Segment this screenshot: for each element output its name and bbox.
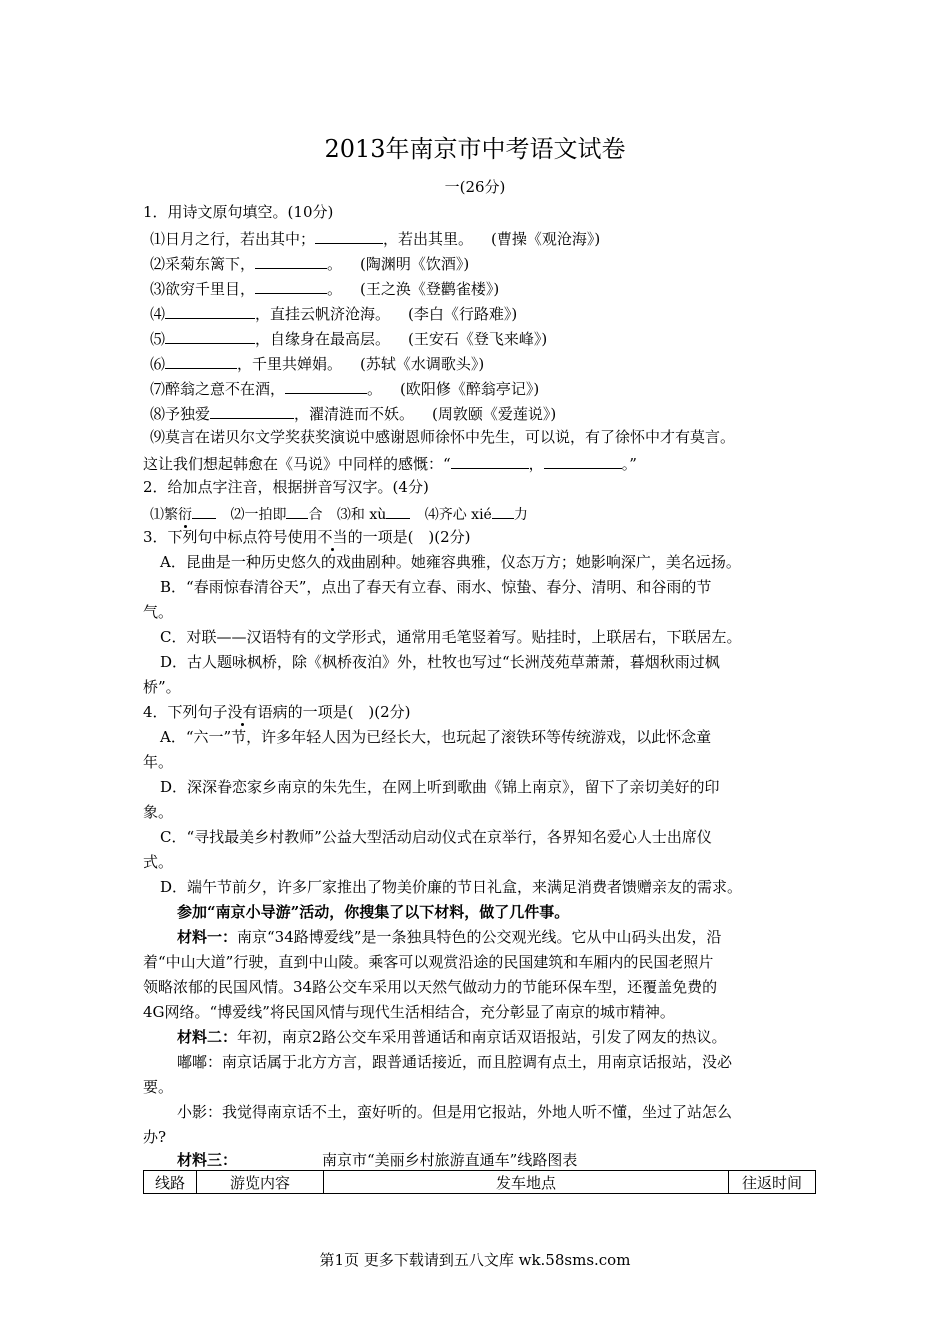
- q1-item-1: ⑴日月之行，若出其中； ，若出其里。 (曹操《观沧海》): [150, 227, 600, 249]
- q3-title: 3．下列句中标点符号使用不当的一项是( )(2分): [143, 528, 471, 546]
- dudu-comment-line2: 要。: [143, 1078, 174, 1096]
- q3-option-d-line2: 桥”。: [143, 678, 181, 696]
- q1-item-5: ⑸ ，自缘身在最高层。 (王安石《登飞来峰》): [150, 327, 547, 349]
- q1-item-3: ⑶欲穷千里目， 。 (王之涣《登鹳雀楼》): [150, 277, 499, 299]
- q1-item-4: ⑷ ，直挂云帆济沧海。 (李白《行路难》): [150, 302, 517, 324]
- material-3-caption: 南京市“美丽乡村旅游直通车”线路图表: [322, 1151, 578, 1169]
- page-title: 2013年南京市中考语文试卷: [324, 135, 626, 163]
- q3-option-a: A．昆曲是一种历史悠久的戏曲剧种。她雍容典雅，仪态万方；她影响深广，美名远扬。: [160, 553, 741, 571]
- material-intro: 参加“南京小导游”活动，你搜集了以下材料，做了几件事。: [177, 903, 570, 921]
- q4-title: 4．下列句子没有语病的一项是( )(2分): [143, 703, 411, 721]
- q4-option-c-line1: C．“寻找最美乡村教师”公益大型活动启动仪式在京举行，各界知名爱心人士出席仪: [160, 828, 712, 846]
- xiaoying-comment-line1: 小影：我觉得南京话不土，蛮好听的。但是用它报站，外地人听不懂，坐过了站怎么: [177, 1103, 733, 1121]
- material-1-line3: 领略浓郁的民国风情。34路公交车采用以天然气做动力的节能环保车型，还覆盖免费的: [143, 978, 718, 996]
- q4-option-a-line1: A．“六一”节，许多年轻人因为已经长大，也玩起了滚铁环等传统游戏，以此怀念童: [160, 728, 712, 746]
- section-heading: 一(26分): [444, 178, 506, 196]
- table-header-cell: 线路: [144, 1171, 197, 1194]
- q2-title: 2．给加点字注音，根据拼音写汉字。(4分): [143, 478, 429, 496]
- q4-option-d-final: D．端午节前夕，许多厂家推出了物美价廉的节日礼盒，来满足消费者馈赠亲友的需求。: [160, 878, 743, 896]
- q3-option-b-line2: 气。: [143, 603, 174, 621]
- q1-item-6: ⑹ ，千里共婵娟。 (苏轼《水调歌头》): [150, 352, 484, 374]
- q1-item-7: ⑺醉翁之意不在酒， 。 (欧阳修《醉翁亭记》): [150, 377, 539, 399]
- q3-option-d-line1: D．古人题咏枫桥，除《枫桥夜泊》外，杜牧也写过“长洲茂苑草萧萧，暮烟秋雨过枫: [160, 653, 720, 671]
- material-2-line1: 材料二：年初，南京2路公交车采用普通话和南京话双语报站，引发了网友的热议。: [177, 1028, 727, 1046]
- answer-blank[interactable]: [255, 277, 327, 294]
- material-1-line2: 着“中山大道”行驶，直到中山陵。乘客可以观赏沿途的民国建筑和车厢内的民国老照片: [143, 953, 714, 971]
- answer-blank[interactable]: [285, 377, 367, 394]
- answer-blank[interactable]: [255, 252, 327, 269]
- answer-blank[interactable]: [165, 327, 255, 344]
- answer-blank[interactable]: [165, 302, 255, 319]
- answer-blank[interactable]: [492, 502, 514, 519]
- table-header-cell: 游览内容: [197, 1171, 324, 1194]
- q1-item-2: ⑵采菊东篱下， 。 (陶渊明《饮酒》): [150, 252, 469, 274]
- material-3-label: 材料三：: [177, 1151, 238, 1169]
- dudu-comment-line1: 嘟嘟：南京话属于北方方言，跟普通话接近，而且腔调有点土，用南京话报站，没必: [177, 1053, 733, 1071]
- q1-item-9-line1: ⑼莫言在诺贝尔文学奖获奖演说中感谢恩师徐怀中先生，可以说，有了徐怀中才有莫言。: [150, 428, 736, 446]
- table-header-row: [144, 1171, 816, 1194]
- answer-blank[interactable]: [315, 227, 383, 244]
- route-table: [143, 1170, 816, 1194]
- material-1-line1: 材料一：南京“34路博爱线”是一条独具特色的公交观光线。它从中山码头出发，沿: [177, 928, 722, 946]
- xiaoying-comment-line2: 办?: [143, 1128, 167, 1146]
- q4-option-d-line2: 象。: [143, 803, 174, 821]
- answer-blank[interactable]: [210, 402, 294, 419]
- answer-blank[interactable]: [386, 502, 410, 519]
- q4-option-d-line1: D．深深眷恋家乡南京的朱先生，在网上听到歌曲《锦上南京》，留下了亲切美好的印: [160, 778, 720, 796]
- answer-blank[interactable]: [451, 452, 529, 469]
- answer-blank[interactable]: [192, 502, 216, 519]
- q2-items: ⑴繁衍 ⑵一拍即 合 ⑶和 xù ⑷齐心 xié 力: [150, 502, 528, 525]
- table-header-cell: 发车地点: [324, 1171, 729, 1194]
- answer-blank[interactable]: [544, 452, 622, 469]
- q3-option-c: C．对联——汉语特有的文学形式，通常用毛笔竖着写。贴挂时，上联居右，下联居左。: [160, 628, 742, 646]
- material-1-line4: 4G网络。“博爱线”将民国风情与现代生活相结合，充分彰显了南京的城市精神。: [143, 1003, 675, 1021]
- q1-item-9-line2: 这让我们想起韩愈在《马说》中同样的感慨：“ ， 。”: [143, 452, 637, 474]
- q1-title: 1．用诗文原句填空。(10分): [143, 203, 334, 221]
- answer-blank[interactable]: [165, 352, 237, 369]
- answer-blank[interactable]: [286, 502, 308, 519]
- q4-option-a-line2: 年。: [143, 753, 174, 771]
- table-header-cell: 往返时间: [729, 1171, 816, 1194]
- q3-option-b-line1: B．“春雨惊春清谷天”，点出了春天有立春、雨水、惊蛰、春分、清明、和谷雨的节: [160, 578, 712, 596]
- q1-item-8: ⑻予独爱 ，濯清涟而不妖。 (周敦颐《爱莲说》): [150, 402, 556, 424]
- page-footer: 第1页 更多下载请到五八文库 wk.58sms.com: [319, 1251, 631, 1269]
- q4-option-c-line2: 式。: [143, 853, 174, 871]
